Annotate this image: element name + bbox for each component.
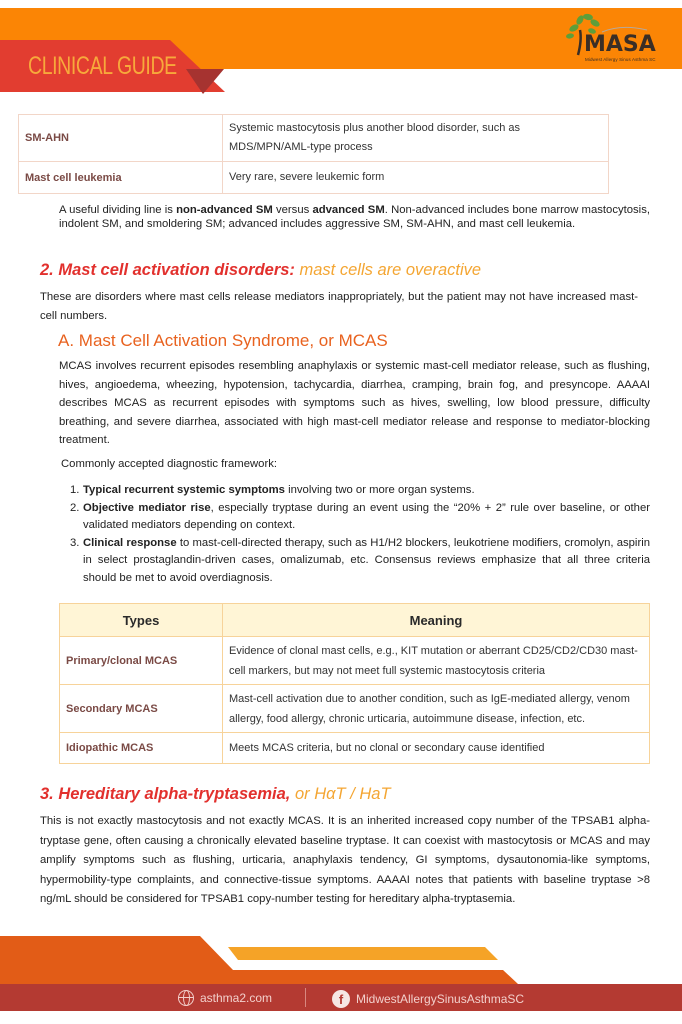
facebook-icon: f	[332, 990, 350, 1008]
mcas-subheading: A. Mast Cell Activation Syndrome, or MCAS	[58, 331, 388, 350]
text: involving two or more organ systems.	[284, 484, 475, 496]
type-cell: Mast cell leukemia	[19, 162, 223, 194]
footer-band	[0, 936, 682, 984]
meaning-cell: Meets MCAS criteria, but no clonal or secondary cause identified	[223, 733, 650, 764]
criteria-list	[70, 482, 650, 587]
type-cell: Idiopathic MCAS	[60, 733, 223, 764]
heading-sub: mast cells are overactive	[294, 261, 482, 279]
list-number: 1.	[70, 484, 80, 496]
table-header-row	[60, 604, 650, 637]
meaning-cell: Very rare, severe leukemic form	[223, 162, 609, 194]
text: to mast-cell-directed therapy, such as H1/H2 blockers, leukotriene modifiers, cromolyn, aspirin in select prostaglandin-driven cases, omalizumab, etc. Consensus reviews emphasize that all three criteria should be met to avoid overdiagnosis.	[83, 536, 650, 584]
framework-label: Commonly accepted diagnostic framework:	[61, 458, 277, 470]
website-link[interactable]	[178, 990, 272, 1006]
list-item	[70, 535, 650, 588]
footer-accent-stripe	[228, 947, 498, 960]
list-item	[70, 482, 650, 500]
text: A useful dividing line is	[59, 204, 177, 216]
meaning-cell: Systemic mastocytosis plus another blood disorder, such as MDS/MPN/AML-type process	[223, 115, 609, 162]
text: . Non-advanced includes bone marrow mastocytosis, indolent SM, and smoldering SM; advanced includes aggressive SM, SM-AHN, and mast cell leukemia.	[59, 204, 650, 230]
list-item	[70, 500, 650, 535]
facebook-text: MidwestAllergySinusAsthmaSC	[356, 992, 525, 1006]
globe-icon	[178, 990, 194, 1006]
list-number: 3.	[70, 536, 80, 549]
type-cell: SM-AHN	[19, 115, 223, 162]
sm-types-table	[18, 114, 609, 194]
table-row	[19, 162, 609, 194]
section-3-heading	[40, 785, 391, 804]
heading-main: 3. Hereditary alpha-tryptasemia,	[40, 785, 291, 803]
section-2-heading	[40, 261, 481, 280]
heading-main: 2. Mast cell activation disorders:	[40, 261, 295, 279]
page-title: CLINICAL GUIDE	[28, 52, 177, 80]
logo-subtitle: Midwest Allergy Sinus Asthma SC	[585, 57, 656, 62]
table-row	[19, 115, 609, 162]
heading-sub: or HαT / HaT	[290, 785, 391, 803]
table-row	[60, 637, 650, 685]
table-row	[60, 685, 650, 733]
meaning-cell: Evidence of clonal mast cells, e.g., KIT mutation or aberrant CD25/CD2/CD30 mast-cell markers, but may not meet full systemic mastocytosis criteria	[223, 637, 650, 685]
table-row	[60, 733, 650, 764]
section-3-body: This is not exactly mastocytosis and not exactly MCAS. It is an inherited increased copy number of the TPSAB1 alpha-tryptase gene, often causing a chronically elevated baseline tryptase. It can coexist with mastocytosis or MCAS and may amplify symptoms such as flushing, urticaria, anaphylaxis tendency, GI symptoms, dysautonomia-like symptoms, hypermobility-type complaints, and connective-tissue symptoms. AAAAI notes that patients with baseline tryptase >8 ng/mL should be considered for TPSAB1 copy-number testing for hereditary alpha-tryptasemia.	[40, 815, 650, 905]
website-text: asthma2.com	[200, 991, 273, 1005]
bold-term: Typical recurrent systemic symptoms	[83, 484, 285, 496]
facebook-link[interactable]	[332, 990, 524, 1008]
type-cell: Primary/clonal MCAS	[60, 637, 223, 685]
logo-wordmark: MASA	[584, 32, 656, 57]
column-header-meaning: Meaning	[223, 604, 650, 637]
bold-term: Clinical response	[83, 536, 177, 549]
footer-divider	[305, 988, 306, 1007]
bold-term: Objective mediator rise	[83, 501, 211, 514]
list-number: 2.	[70, 501, 80, 514]
section-2-intro: These are disorders where mast cells release mediators inappropriately, but the patient may not have increased mast-cell numbers.	[40, 291, 638, 322]
mcas-body: MCAS involves recurrent episodes resembling anaphylaxis or systemic mast-cell mediator release, such as flushing, hives, angioedema, wheezing, hypotension, tachycardia, diarrhea, cramping, brain fog, and presyncope. AAAAI describes MCAS as recurrent episodes with symptoms such as hives, swelling, low blood pressure, difficulty breathing, and severe diarrhea, associated with high mast-cell mediator release and response to mediator-blocking treatment.	[59, 360, 650, 446]
bold-term: non-advanced SM	[176, 204, 273, 216]
text: versus	[272, 204, 313, 216]
dividing-line-paragraph	[59, 203, 650, 231]
bold-term: advanced SM	[312, 204, 385, 216]
column-header-types: Types	[60, 604, 223, 637]
type-cell: Secondary MCAS	[60, 685, 223, 733]
mcas-types-table	[59, 603, 650, 764]
text: , especially tryptase during an event using the “20% + 2” rule over baseline, or other validated mediators depending on context.	[83, 501, 650, 531]
meaning-cell: Mast-cell activation due to another condition, such as IgE-mediated allergy, venom allergy, food allergy, chronic urticaria, autoimmune disease, infection, etc.	[223, 685, 650, 733]
